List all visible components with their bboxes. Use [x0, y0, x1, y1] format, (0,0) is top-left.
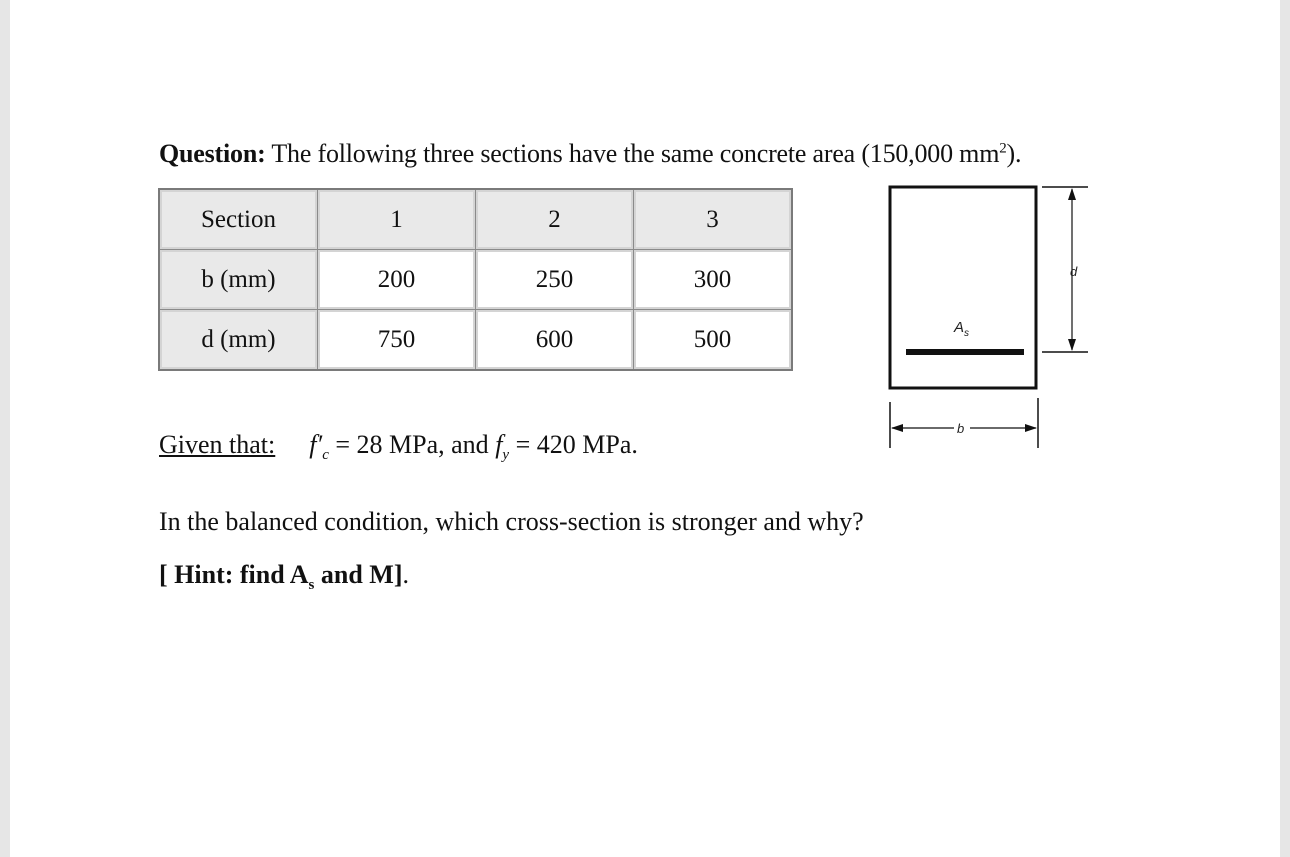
d-arrow-down [1068, 339, 1076, 351]
given-label: Given that: [159, 430, 276, 459]
fy-subscript: y [502, 447, 510, 464]
b-arrow-right [1025, 424, 1037, 432]
cell-b-3: 300 [634, 250, 793, 310]
fy-value: = 420 MPa. [509, 430, 638, 459]
fc-symbol: f′ [309, 430, 323, 459]
beam-cross-section-diagram [880, 180, 1100, 460]
row-label-d: d (mm) [159, 310, 318, 371]
table-row-b [159, 250, 792, 310]
given-line [159, 430, 638, 464]
section-outline [890, 187, 1036, 388]
cell-b-2: 250 [476, 250, 634, 310]
question-label: Question: [159, 139, 266, 168]
sections-table [158, 188, 793, 371]
given-equation [309, 430, 638, 464]
hint-period: . [402, 560, 409, 589]
as-label: $A_s$ [954, 319, 970, 339]
question-exponent: 2 [999, 140, 1007, 157]
row-label-b: b (mm) [159, 250, 318, 310]
question-tail: ). [1006, 139, 1022, 168]
cell-d-3: 500 [634, 310, 793, 371]
question-text: The following three sections have the same concrete area (150,000 mm [265, 139, 1000, 168]
header-cell-section: Section [159, 189, 318, 250]
table-header-row [159, 189, 792, 250]
d-label: d [1070, 264, 1078, 279]
table-row-d [159, 310, 792, 371]
d-arrow-up [1068, 188, 1076, 200]
hint-open: [ Hint: find A [159, 560, 309, 589]
fy-symbol: f [495, 430, 503, 459]
cell-b-1: 200 [318, 250, 476, 310]
b-arrow-left [891, 424, 903, 432]
balanced-question: In the balanced condition, which cross-section is stronger and why? [159, 507, 864, 536]
hint-line [159, 560, 409, 594]
header-cell-2: 2 [476, 189, 634, 250]
cell-d-2: 600 [476, 310, 634, 371]
question-line [159, 139, 1021, 169]
fc-value: = 28 MPa, and [328, 430, 496, 459]
header-cell-1: 1 [318, 189, 476, 250]
fc-subscript: c [322, 447, 329, 464]
b-label: b [957, 421, 965, 436]
cell-d-1: 750 [318, 310, 476, 371]
hint-close: and M] [314, 560, 403, 589]
header-cell-3: 3 [634, 189, 793, 250]
hint-subscript: s [308, 577, 315, 594]
reinforcement-bar [906, 349, 1024, 355]
